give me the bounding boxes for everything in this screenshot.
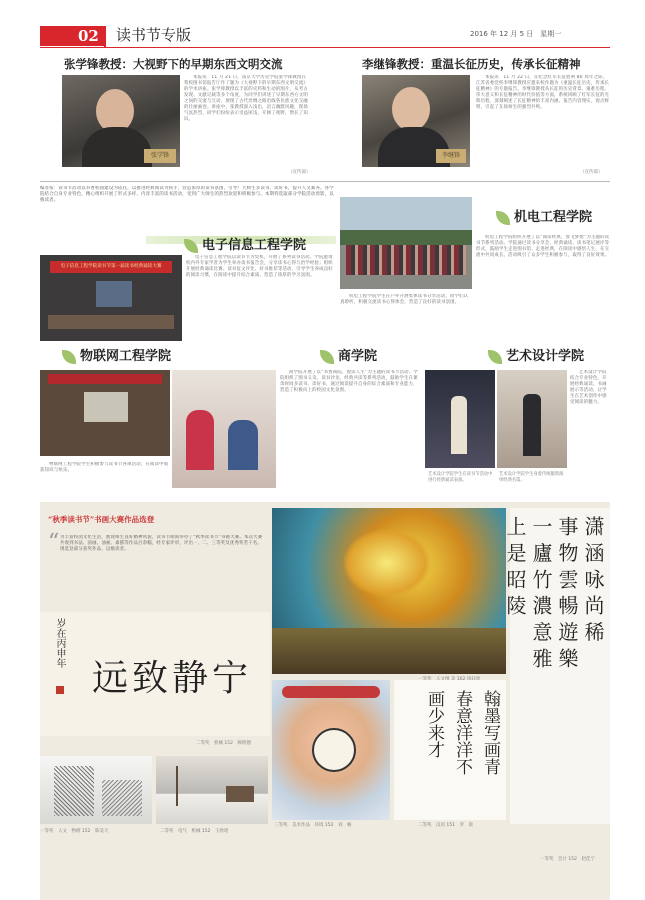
painting-tree (176, 766, 178, 806)
calligraphy-signature: 岁在丙申年 (54, 618, 65, 668)
art-caption-2: 艺术设计学院学生身着传统服饰演绎经典名篇。 (499, 472, 564, 483)
iot-banner (48, 374, 162, 384)
me-photo (340, 197, 472, 289)
seal-stamp-icon (56, 686, 64, 694)
right-article-author: （宣传部） (580, 170, 603, 175)
li-photo (362, 75, 470, 167)
art-body: 艺术设计学院结合专业特色，开展经典诵读、书画展示等活动，让学生在艺术创作中感受阅读的魅力。 (570, 370, 607, 405)
iot-title (62, 345, 171, 364)
ee-body: 电子信息工程学院以读书节为契机，开展了系列读书活动。学院邀请校内外专家学者为学生举办读书报告会，分享读书心得与治学经验；组织开展经典诵读比赛、读书征文评比、好书推荐等活动，引导学生养成良好的阅读习惯，在阅读中提升综合素质，营造了浓厚的学习氛围。 (186, 255, 333, 278)
winter-painting (156, 756, 268, 824)
me-title-text: 机电工程学院 (514, 210, 593, 225)
page-number: 02 (78, 27, 99, 45)
poem-col-1: 翰墨写画青 (480, 690, 500, 775)
right-article-body: 本报讯 11 月 22 日，在纪念红军长征胜利 80 周年之际，江苏省委党校李继锋教授应邀来校作题为《重温长征历史，传承长征精神》的专题报告。李继锋教授从长征的历史背景、艰难历程、伟大意义和长征精神的时代价值等方面，系统回顾了红军长征的光辉历程，深刻阐述了长征精神的丰富内涵。报告内容翔实，观点鲜明，引起了在场师生的强烈共鸣。 (476, 75, 610, 110)
contest-intro: 为丰富校园文化生活，展现师生良好精神风貌，读书节期间举办了“秋季读书节”书画大赛。本次大赛共收到书法、国画、油画、素描等作品百余幅，经专家评审，评出一、二、三等奖及优秀奖若干名。现选登部分获奖作品，以飨读者。 (60, 535, 263, 552)
painting-tree (342, 528, 432, 598)
me-title (496, 206, 592, 225)
seal-col-2: 事 物 雲 暢 遊 樂 (555, 516, 579, 668)
right-headline: 李继锋教授：重温长征历史，传承长征精神 (362, 57, 581, 71)
seal-col-1: 潇 涵 咏 尚 稀 (581, 516, 605, 642)
portrait-face (392, 87, 430, 131)
ee-title (184, 234, 306, 253)
leaf-icon (496, 211, 510, 225)
contest-title: “秋季读书节”书画大赛作品选登 (48, 515, 155, 524)
biz-title (320, 345, 377, 364)
poem-columns (424, 690, 500, 775)
painting-house (226, 786, 254, 802)
left-headline: 张学锋教授：大视野下的早期东西文明交流 (64, 57, 283, 71)
me-body: 机电工程学院组织开展了以“阅读经典，放飞梦想”为主题的读书节系列活动。学院通过读书分享会、经典诵读、读书笔记展评等形式，鼓励学生走进图书馆、走进经典，在阅读中感悟人生，在交流中共同成长。活动吸引了众多学生积极参与，取得了良好效果。 (476, 235, 610, 258)
seal-col-4: 上 是 昭 陵 (503, 516, 527, 616)
section-title: 读书节专版 (116, 26, 192, 44)
projector-screen (96, 281, 132, 307)
seal-columns (504, 516, 604, 668)
biz-body: 商学院开展了以“书香商院，悦读人生”为主题的读书节活动。学院组织了图书义卖、读书沙龙、经典共读等系列活动，鼓励学生在课余时间多读书、读好书，通过阅读提升自身的综合素质和专业能力，营造了积极向上的校园文化氛围。 (280, 370, 418, 393)
nameplate: 张学锋 (144, 149, 176, 163)
quote-mark-icon: “ (48, 530, 60, 555)
portrait-body (82, 127, 152, 167)
caption-winter: 二等奖 电气 机械 152 王欣瑶 (160, 829, 229, 834)
art-photo-1 (425, 370, 495, 468)
poem-col-3: 画少来才 (424, 690, 444, 758)
leaf-icon (62, 350, 76, 364)
issue-date: 2016 年 12 月 5 日 星期一 (470, 30, 562, 38)
performer-figure (451, 396, 467, 454)
left-article-author: （宣传部） (288, 170, 311, 175)
caption-fish: 三等奖 美术作品 环境 152 刘 畅 (274, 823, 352, 828)
art-caption-1: 艺术设计学院学生在读书节活动中进行经典诵读表演。 (428, 472, 493, 483)
seal-col-3: 一 廬 竹 濃 意 雅 (529, 516, 553, 668)
painting-ornament (282, 686, 380, 698)
iot-photo-2 (172, 370, 276, 488)
ee-banner: 电子信息工程学院读书节第一届读书经典诵读大赛 (50, 261, 172, 273)
left-article-body: 本报讯 11 月 21 日，南京大学历史学院张学锋教授在我校图书馆报告厅作了题为《大视野下的早期东西文明交流》的学术讲座。张学锋教授以丰富的史料和生动的图片，从考古发现、文献记载等多个角度，为同学们讲述了早期东西方文明之间的交流与互动，展现了古代丝绸之路沿线各民族文化交融的壮丽画卷。讲座中，张教授深入浅出，语言幽默风趣，现场气氛热烈，同学们纷纷表示受益匪浅，开阔了视野，增长了知识。 (184, 75, 308, 122)
nameplate: 李继锋 (436, 149, 466, 163)
sketch-building (54, 766, 94, 816)
header-rule (40, 47, 610, 48)
poem-col-2: 春意洋洋不 (452, 690, 472, 775)
art-photo-2 (497, 370, 567, 468)
caption-seal: 一等奖 会计 152 赵佳宁 (540, 857, 596, 862)
projector-screen (84, 392, 128, 422)
sketch-building (102, 780, 142, 816)
zhang-photo (62, 75, 180, 167)
iot-title-text: 物联网工程学院 (80, 349, 172, 364)
stage-table (48, 315, 174, 329)
fish-painting (272, 680, 390, 820)
header-separator (104, 26, 106, 48)
painting-ground (272, 628, 506, 674)
performer-figure (523, 394, 541, 456)
me-caption: 机电工程学院学生在户外开展集体读书分享活动，同学们认真聆听，积极交流读书心得体会，营造了良好的读书氛围。 (340, 294, 469, 305)
person-figure (228, 420, 258, 470)
ee-photo (40, 255, 182, 341)
leaf-icon (488, 350, 502, 364)
biz-title-text: 商学院 (338, 349, 378, 364)
seal-calligraphy (503, 508, 610, 824)
calligraphy-artwork (40, 612, 270, 736)
caption-calligraphy: 二等奖 机械 152 顾明德 (196, 741, 252, 746)
art-title (488, 345, 584, 364)
ee-title-text: 电子信息工程学院 (202, 238, 307, 253)
caption-sketch: 一等奖 人文 物理 152 陈昊天 (40, 829, 109, 834)
oil-painting (272, 508, 506, 674)
section-rule (40, 181, 610, 182)
editor-note: 编者按：读书节活动以书香校园建设为依托，以推进经典阅读为抓手，营造浓厚的读书氛围，引导广大师生多读书、读好书，提升人文素养。各学院结合自身专业特色，精心组织开展了形式多样、内容丰富的读书活动，受到广大师生的热烈欢迎和积极参与。本期特选取部分学院活动剪影，以飨读者。 (40, 186, 334, 203)
caption-poem: 二等奖 汉语 151 罗 晨 (418, 823, 474, 828)
painting-fish (312, 728, 356, 772)
sketch-drawing (40, 756, 152, 824)
person-figure (186, 410, 214, 470)
art-title-text: 艺术设计学院 (506, 349, 585, 364)
iot-body-bottom: 物联网工程学院学生积极参与读书节各项活动，在阅读中收获知识与快乐。 (40, 462, 169, 473)
calligraphy-main-text: 宁静致远 (92, 658, 253, 699)
leaf-icon (184, 239, 198, 253)
poem-calligraphy (394, 680, 506, 820)
students-crowd (346, 245, 466, 275)
leaf-icon (320, 350, 334, 364)
iot-photo-1 (40, 370, 170, 456)
